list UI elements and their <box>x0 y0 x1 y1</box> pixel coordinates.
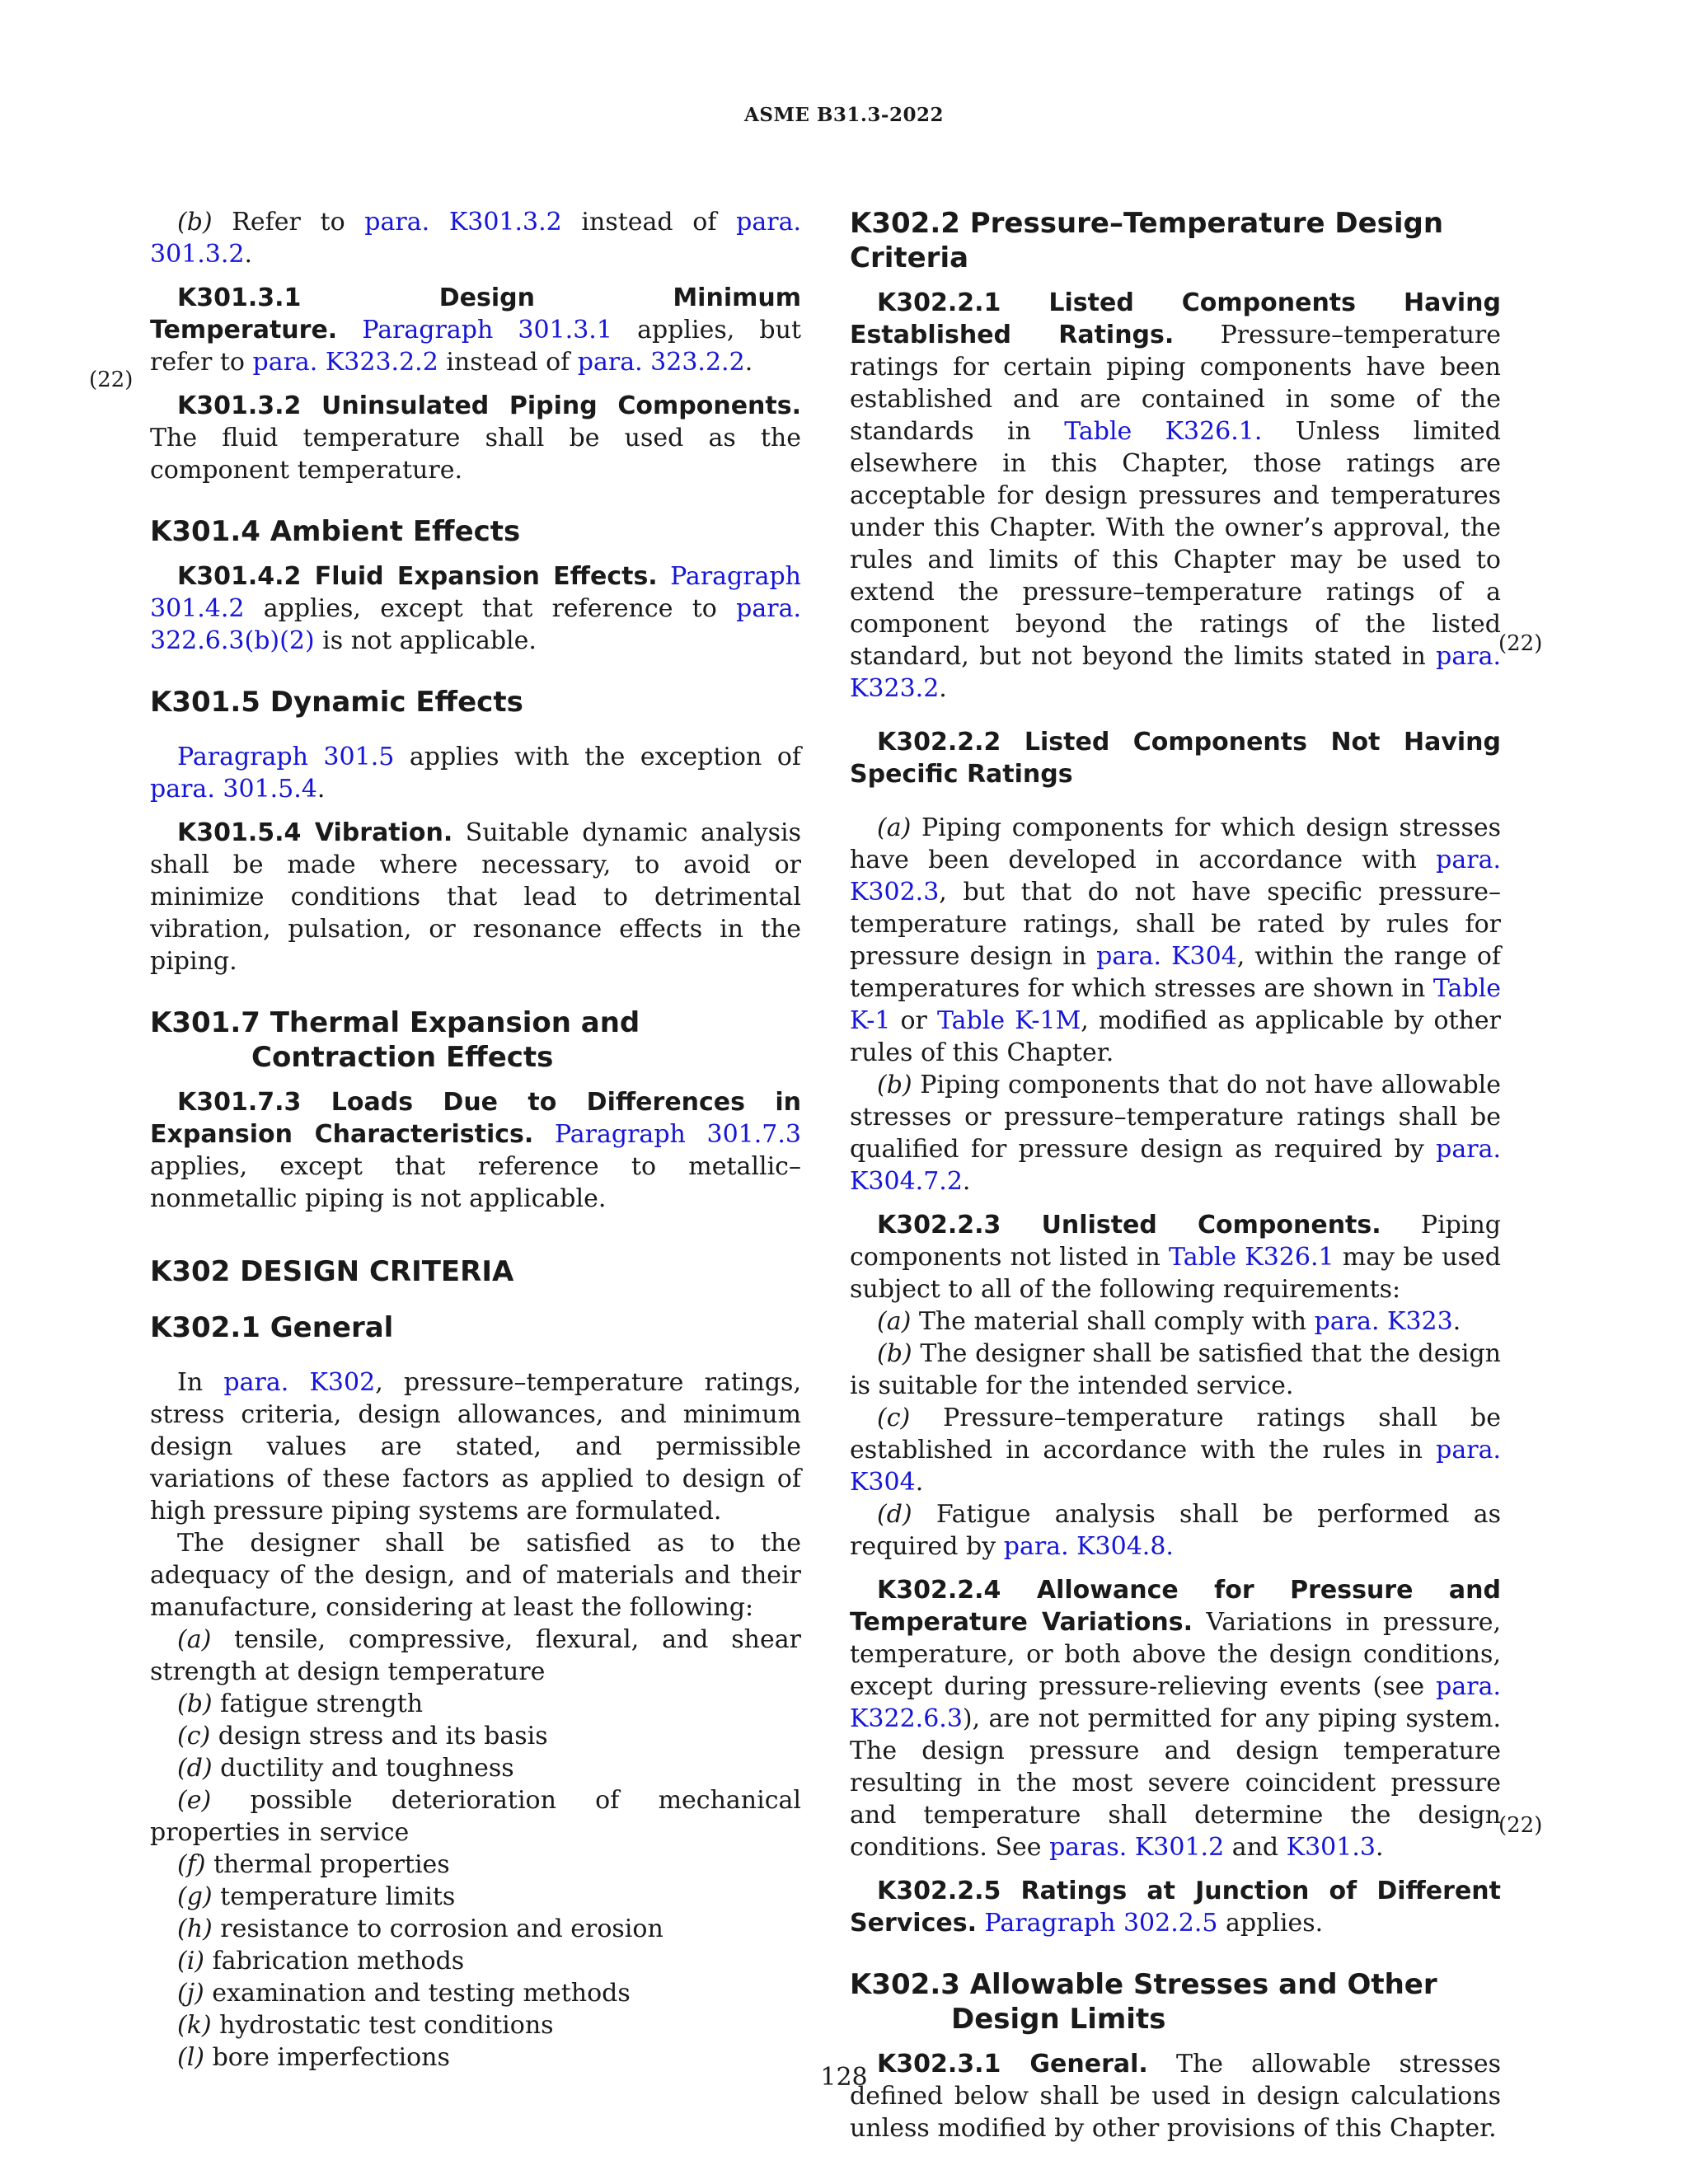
section-title-k301-4: K301.4 Ambient Effects <box>150 515 521 548</box>
link-paragraph-301-4-2[interactable]: Paragraph 301.4.2 <box>150 562 801 623</box>
link-table-k-1[interactable]: Table K-1 <box>850 974 1501 1035</box>
list-item: (g) temperature limits <box>177 1882 456 1911</box>
paragraph-k301-5: Paragraph 301.5 applies with the exception of para. 301.5.4. <box>150 743 802 804</box>
link-k301-3[interactable]: K301.3 <box>1286 1833 1376 1862</box>
paragraph-k302-2-5: K302.2.5 Ratings at Junction of Different Services. Paragraph 302.2.5 applies. <box>850 1877 1501 1938</box>
heading-k302-2-1: K302.2.1 Listed Components Having Established Ratings. <box>850 288 1501 349</box>
paragraph-k302-2-4: K302.2.4 Allowance for Pressure and Temperature Variations. Variations in pressure, temperature, or both above the design conditions, except during pressure-relieving events (see para. K322.6.3), are not permitted for any piping system. The design pressure and design temperature resulting in the most severe coincident pressure and temperature shall determine the design conditions. See paras. K301.2 and K301.3. <box>850 1576 1501 1862</box>
section-title-k302-3: K302.3 Allowable Stresses and Other Design Limits <box>850 1968 1437 2036</box>
paragraph-k301-3-2: K301.3.2 Uninsulated Piping Components. The fluid temperature shall be used as the component temperature. <box>150 391 801 485</box>
section-title-k302: K302 DESIGN CRITERIA <box>150 1255 514 1288</box>
link-paragraph-301-7-3[interactable]: Paragraph 301.7.3 <box>554 1120 801 1149</box>
link-table-k326-1-b[interactable]: Table K326.1 <box>1169 1243 1334 1272</box>
link-para-k304-7-2[interactable]: para. K304.7.2 <box>850 1135 1501 1196</box>
revision-mark-k302-3-1: (22) <box>1498 1813 1543 1838</box>
page-number: 128 <box>820 2063 868 2092</box>
heading-k302-2-3: K302.2.3 Unlisted Components. <box>877 1211 1381 1240</box>
paragraph-k302-1-designer: The designer shall be satisfied as to the adequacy of the design, and of materials and their manufacture, considering at least the following: <box>150 1529 801 1622</box>
list-item: (b) fatigue strength <box>177 1690 424 1718</box>
paragraph-k301-5-4: K301.5.4 Vibration. Suitable dynamic analysis shall be made where necessary, to avoid or minimize conditions that lead to detrimental vibration, pulsation, or resonance effects in the piping. <box>150 818 801 976</box>
link-para-k301-3-2[interactable]: para. K301.3.2 <box>364 208 562 237</box>
list-item: (j) examination and testing methods <box>177 1979 631 2008</box>
list-item: (h) resistance to corrosion and erosion <box>177 1915 663 1943</box>
link-para-k302-3[interactable]: para. K302.3 <box>850 846 1501 907</box>
heading-k301-4-2: K301.4.2 Fluid Expansion Effects. <box>177 562 658 591</box>
paragraph-k302-2-2-b: (b) Piping components that do not have allowable stresses or pressure–temperature ratings shall be qualified for pressure design as required by para. K304.7.2. <box>850 1071 1501 1196</box>
heading-k302-3-1: K302.3.1 General. <box>877 2050 1148 2079</box>
section-title-k302-2: K302.2 Pressure–Temperature Design Criteria <box>850 207 1444 274</box>
section-title-k301-7: K301.7 Thermal Expansion and Contraction Effects <box>150 1006 640 1074</box>
paragraph-k302-2-3-d: (d) Fatigue analysis shall be performed as required by para. K304.8. <box>850 1500 1501 1561</box>
paragraph-b-refer: (b) Refer to para. K301.3.2 instead of para. 301.3.2. <box>150 208 801 269</box>
left-column <box>150 206 801 2074</box>
link-para-322-6-3-b-2[interactable]: para. 322.6.3(b)(2) <box>150 594 801 655</box>
heading-k302-2-2: K302.2.2 Listed Components Not Having Specific Ratings <box>850 728 1501 789</box>
link-para-301-3-2[interactable]: para. 301.3.2 <box>150 208 801 269</box>
heading-k301-3-1: K301.3.1 Design Minimum Temperature. <box>150 284 801 344</box>
list-item: (e) possible deterioration of mechanical properties in service <box>150 1786 801 1847</box>
link-para-323-2-2[interactable]: para. 323.2.2 <box>577 348 745 377</box>
list-item: (a) tensile, compressive, flexural, and shear strength at design temperature <box>150 1625 801 1686</box>
paragraph-k302-2-3-c: (c) Pressure–temperature ratings shall be established in accordance with the rules in para. K304. <box>850 1404 1501 1497</box>
link-para-k304-b[interactable]: para. K304 <box>850 1436 1501 1497</box>
link-para-k323[interactable]: para. K323 <box>1314 1307 1453 1336</box>
link-table-k-1m[interactable]: Table K-1M <box>936 1006 1081 1035</box>
heading-k301-7-3: K301.7.3 Loads Due to Differences in Expansion Characteristics. <box>150 1088 801 1149</box>
paragraph-k301-3-1: K301.3.1 Design Minimum Temperature. Paragraph 301.3.1 applies, but refer to para. K323.2.2 instead of para. 323.2.2. <box>150 284 802 377</box>
list-item: (f) thermal properties <box>177 1850 450 1879</box>
heading-k302-2-4: K302.2.4 Allowance for Pressure and Temperature Variations. <box>850 1576 1501 1637</box>
section-title-k302-1: K302.1 General <box>150 1311 394 1344</box>
paragraph-k301-7-3: K301.7.3 Loads Due to Differences in Expansion Characteristics. Paragraph 301.7.3 applies, except that reference to metallic–nonmetallic piping is not applicable. <box>150 1088 801 1213</box>
paragraph-k302-3-1: K302.3.1 General. The allowable stresses defined below shall be used in design calculations unless modified by other provisions of this Chapter. <box>850 2050 1501 2143</box>
paragraph-k301-4-2: K301.4.2 Fluid Expansion Effects. Paragraph 301.4.2 applies, except that reference to para. 322.6.3(b)(2) is not applicable. <box>150 562 801 655</box>
link-para-k322-6-3[interactable]: para. K322.6.3 <box>850 1672 1501 1733</box>
list-item: (k) hydrostatic test conditions <box>177 2011 554 2040</box>
heading-k301-3-2: K301.3.2 Uninsulated Piping Components. <box>177 391 801 420</box>
link-paragraph-301-3-1[interactable]: Paragraph 301.3.1 <box>362 316 612 344</box>
heading-k302-2-5: K302.2.5 Ratings at Junction of Different Services. <box>850 1877 1501 1938</box>
paragraph-k302-2-1: K302.2.1 Listed Components Having Established Ratings. Pressure–temperature ratings for certain piping components have been established and are contained in some of the standards in Table K326.1. Unless limited elsewhere in this Chapter, those ratings are acceptable for design pressures and temperatures under this Chapter. With the owner’s approval, the rules and limits of this Chapter may be used to extend the pressure–temperature ratings of a component beyond the ratings of the listed standard, but not beyond the limits stated in para. K323.2. <box>850 288 1502 703</box>
list-item: (l) bore imperfections <box>177 2043 450 2072</box>
link-para-k304-8[interactable]: para. K304.8. <box>1003 1532 1174 1561</box>
link-para-k323-2[interactable]: para. K323.2 <box>850 642 1501 703</box>
running-header: ASME B31.3-2022 <box>744 104 944 126</box>
paragraph-k302-2-2 <box>850 726 1501 790</box>
link-paragraph-302-2-5[interactable]: Paragraph 302.2.5 <box>984 1909 1218 1938</box>
link-para-k302[interactable]: para. K302 <box>223 1368 376 1397</box>
revision-mark-k301-3-2: (22) <box>89 368 134 392</box>
link-para-k323-2-2[interactable]: para. K323.2.2 <box>252 348 438 377</box>
list-item: (d) ductility and toughness <box>177 1754 514 1783</box>
paragraph-k302-2-3: K302.2.3 Unlisted Components. Piping components not listed in Table K326.1 may be used subject to all of the following requirements: <box>850 1211 1502 1304</box>
list-item: (i) fabrication methods <box>177 1947 465 1975</box>
paragraph-k302-2-3-b: (b) The designer shall be satisfied that the design is suitable for the intended service. <box>850 1339 1501 1400</box>
revision-mark-k302-2-2: (22) <box>1498 631 1543 656</box>
list-item: (c) design stress and its basis <box>177 1722 548 1750</box>
section-title-k301-5: K301.5 Dynamic Effects <box>150 686 523 719</box>
paragraph-k302-1-intro: In para. K302, pressure–temperature ratings, stress criteria, design allowances, and minimum design values are stated, and permissible variations of these factors as applied to design of high pressure piping systems are formulated. <box>150 1368 801 1526</box>
paragraph-k302-2-3-a: (a) The material shall comply with para. K323. <box>877 1307 1461 1336</box>
link-para-k304[interactable]: para. K304 <box>1096 942 1237 971</box>
paragraph-k302-2-2-a: (a) Piping components for which design stresses have been developed in accordance with para. K302.3, but that do not have specific pressure–temperature ratings, shall be rated by rules for pressure design in para. K304, within the range of temperatures for which stresses are shown in Table K-1 or Table K-1M, modified as applicable by other rules of this Chapter. <box>850 813 1502 1067</box>
considerations-list <box>150 1624 801 2074</box>
link-table-k326-1[interactable]: Table K326.1. <box>1064 417 1263 446</box>
right-column <box>850 206 1501 2144</box>
link-para-301-5-4[interactable]: para. 301.5.4 <box>150 775 317 804</box>
heading-k301-5-4: K301.5.4 Vibration. <box>177 818 453 847</box>
link-paragraph-301-5[interactable]: Paragraph 301.5 <box>177 743 395 771</box>
link-paras-k301-2[interactable]: paras. K301.2 <box>1049 1833 1225 1862</box>
